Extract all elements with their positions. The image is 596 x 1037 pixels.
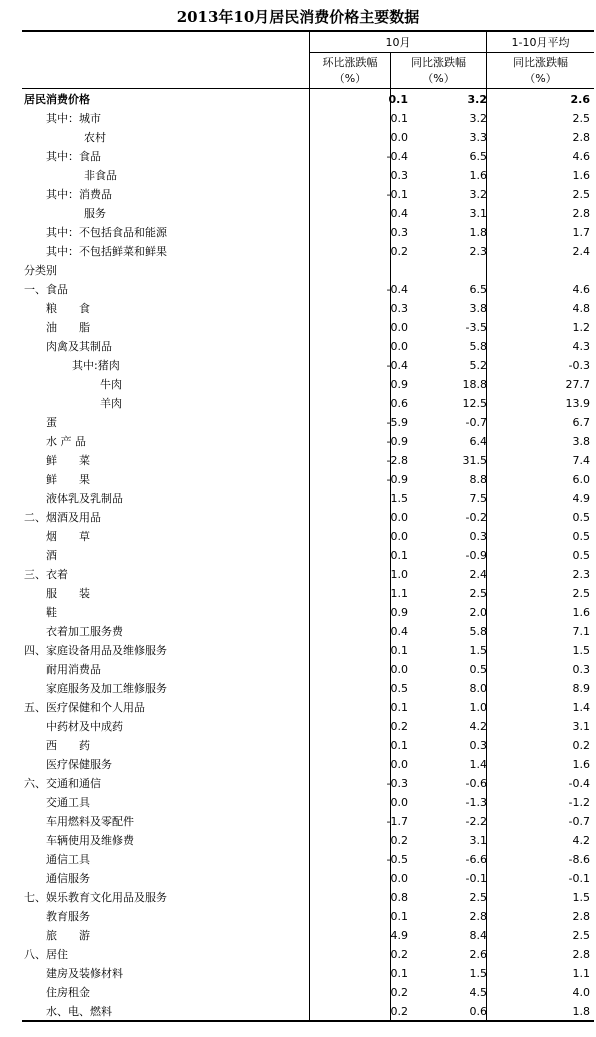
avg-yoy-value: 1.6 (572, 169, 590, 182)
yoy-value: 3.2 (469, 188, 487, 201)
table-row (22, 90, 594, 109)
table-row (22, 261, 594, 280)
yoy-value: 0.6 (469, 1005, 487, 1018)
row-label: 耐用消费品 (46, 663, 101, 676)
row-label: 六、交通和通信 (24, 777, 101, 790)
mom-value: -0.9 (386, 473, 408, 486)
avg-yoy-value: 4.3 (572, 340, 590, 353)
avg-yoy-value: 6.0 (572, 473, 590, 486)
avg-yoy-value: 0.5 (572, 549, 590, 562)
mom-value: 0.2 (390, 986, 408, 999)
row-label: 肉禽及其制品 (46, 340, 112, 353)
row-label: 一、食品 (24, 283, 68, 296)
table-row (22, 147, 594, 166)
table-row (22, 736, 594, 755)
mom-value: -0.1 (386, 188, 408, 201)
table-row (22, 527, 594, 546)
mom-value: 1.1 (390, 587, 408, 600)
table-row (22, 793, 594, 812)
yoy-value: 5.8 (469, 625, 487, 638)
yoy-value: 3.1 (469, 207, 487, 220)
yoy-value: 6.4 (469, 435, 487, 448)
top-rule (22, 30, 594, 32)
avg-yoy-value: 13.9 (565, 397, 590, 410)
row-label: 西 药 (46, 739, 90, 752)
table-row (22, 660, 594, 679)
row-label: 粮 食 (46, 302, 90, 315)
yoy-value: 1.0 (469, 701, 487, 714)
mom-value: -0.4 (386, 359, 408, 372)
avg-yoy-value: 8.9 (572, 682, 590, 695)
header-avg-group: 1-10月平均 (511, 36, 570, 49)
avg-yoy-value: 1.7 (572, 226, 590, 239)
yoy-value: -0.9 (465, 549, 487, 562)
yoy-value: 7.5 (469, 492, 487, 505)
yoy-value: 4.5 (469, 986, 487, 999)
avg-yoy-value: 4.8 (572, 302, 590, 315)
table-row (22, 603, 594, 622)
avg-yoy-value: 2.3 (572, 568, 590, 581)
avg-yoy-value: 27.7 (565, 378, 590, 391)
yoy-value: 12.5 (462, 397, 487, 410)
yoy-value: 1.5 (469, 644, 487, 657)
avg-yoy-value: 0.2 (572, 739, 590, 752)
mom-value: 0.0 (390, 796, 408, 809)
table-row (22, 1002, 594, 1021)
table-row (22, 489, 594, 508)
table-row (22, 622, 594, 641)
mom-value: 0.2 (390, 245, 408, 258)
avg-yoy-value: 6.7 (572, 416, 590, 429)
avg-yoy-value: 2.5 (572, 587, 590, 600)
header-col1-line1: 环比涨跌幅 (322, 56, 378, 69)
mom-value: 0.4 (390, 625, 408, 638)
yoy-value: 5.2 (469, 359, 487, 372)
table-row (22, 964, 594, 983)
mom-value: 0.6 (390, 397, 408, 410)
avg-yoy-value: 0.5 (572, 511, 590, 524)
table-row (22, 546, 594, 565)
yoy-value: -2.2 (465, 815, 487, 828)
avg-yoy-value: 1.2 (572, 321, 590, 334)
yoy-value: 2.3 (469, 245, 487, 258)
table-title: 2013年10月居民消费价格主要数据 (176, 8, 420, 26)
mom-value: 0.3 (390, 169, 408, 182)
header-col2-line2: （%） (422, 72, 455, 85)
yoy-value: 1.8 (469, 226, 487, 239)
yoy-value: 0.5 (469, 663, 487, 676)
avg-yoy-value: 2.6 (570, 93, 590, 106)
yoy-value: 6.5 (469, 283, 487, 296)
mom-value: 0.1 (390, 644, 408, 657)
avg-yoy-value: 2.8 (572, 910, 590, 923)
table-row (22, 413, 594, 432)
table-row (22, 242, 594, 261)
table-row (22, 565, 594, 584)
yoy-value: -6.6 (465, 853, 487, 866)
yoy-value: -0.6 (465, 777, 487, 790)
row-label: 八、居住 (24, 948, 68, 961)
yoy-value: 1.5 (469, 967, 487, 980)
row-label: 分类别 (24, 264, 57, 277)
row-label: 非食品 (84, 169, 117, 182)
row-label: 其中：消费品 (46, 188, 112, 201)
row-label: 交通工具 (46, 796, 90, 809)
row-label: 通信工具 (46, 853, 90, 866)
mom-value: 0.1 (390, 112, 408, 125)
mom-value: 0.3 (390, 302, 408, 315)
yoy-value: 2.0 (469, 606, 487, 619)
avg-yoy-value: -0.7 (568, 815, 590, 828)
yoy-value: 8.8 (469, 473, 487, 486)
avg-yoy-value: 2.4 (572, 245, 590, 258)
row-label: 农村 (84, 131, 106, 144)
row-label: 油 脂 (46, 321, 90, 334)
mom-value: 0.0 (390, 758, 408, 771)
avg-yoy-value: -0.4 (568, 777, 590, 790)
row-label: 牛肉 (100, 378, 122, 391)
avg-yoy-value: 1.6 (572, 606, 590, 619)
table-row (22, 508, 594, 527)
yoy-value: 31.5 (462, 454, 487, 467)
yoy-value: 2.8 (469, 910, 487, 923)
mom-value: 0.0 (390, 872, 408, 885)
yoy-value: 4.2 (469, 720, 487, 733)
avg-yoy-value: 4.9 (572, 492, 590, 505)
mom-value: 0.1 (390, 701, 408, 714)
table-row (22, 850, 594, 869)
yoy-value: 2.5 (469, 891, 487, 904)
row-label: 家庭服务及加工维修服务 (46, 682, 167, 695)
yoy-value: 8.0 (469, 682, 487, 695)
mom-value: 0.2 (390, 720, 408, 733)
row-label: 车辆使用及维修费 (46, 834, 134, 847)
row-label: 液体乳及乳制品 (46, 492, 123, 505)
mom-value: 0.9 (390, 606, 408, 619)
yoy-value: 2.4 (469, 568, 487, 581)
table-row (22, 888, 594, 907)
mom-value: 0.1 (390, 967, 408, 980)
avg-yoy-value: 0.5 (572, 530, 590, 543)
row-label: 服务 (84, 207, 106, 220)
table-row (22, 812, 594, 831)
table-row (22, 318, 594, 337)
yoy-value: 3.2 (467, 93, 487, 106)
avg-yoy-value: -0.3 (568, 359, 590, 372)
row-label: 鲜 果 (46, 473, 90, 486)
mom-value: -0.3 (386, 777, 408, 790)
table-row (22, 128, 594, 147)
row-label: 蛋 (46, 416, 57, 429)
row-label: 教育服务 (46, 910, 90, 923)
table-row (22, 451, 594, 470)
row-label: 旅 游 (46, 929, 90, 942)
yoy-value: 1.4 (469, 758, 487, 771)
row-label: 住房租金 (46, 986, 90, 999)
row-label: 其中:猪肉 (72, 359, 120, 372)
header-bottom-rule (22, 88, 594, 89)
mom-value: 0.0 (390, 321, 408, 334)
avg-yoy-value: -0.1 (568, 872, 590, 885)
avg-yoy-value: 2.5 (572, 112, 590, 125)
yoy-value: -0.1 (465, 872, 487, 885)
yoy-value: 3.8 (469, 302, 487, 315)
row-label: 衣着加工服务费 (46, 625, 123, 638)
yoy-value: 8.4 (469, 929, 487, 942)
row-label: 其中：食品 (46, 150, 101, 163)
yoy-value: 2.5 (469, 587, 487, 600)
row-label: 居民消费价格 (24, 93, 90, 106)
yoy-value: 3.3 (469, 131, 487, 144)
yoy-value: -3.5 (465, 321, 487, 334)
yoy-value: 3.1 (469, 834, 487, 847)
mom-value: 0.0 (390, 511, 408, 524)
row-label: 通信服务 (46, 872, 90, 885)
table-row (22, 432, 594, 451)
avg-yoy-value: 4.6 (572, 283, 590, 296)
avg-yoy-value: -1.2 (568, 796, 590, 809)
mom-value: -0.4 (386, 283, 408, 296)
yoy-value: -1.3 (465, 796, 487, 809)
table-row (22, 394, 594, 413)
row-label: 水、电、燃料 (46, 1005, 112, 1018)
yoy-value: 0.3 (469, 739, 487, 752)
avg-yoy-value: 1.5 (572, 644, 590, 657)
avg-yoy-value: 3.1 (572, 720, 590, 733)
avg-yoy-value: 1.5 (572, 891, 590, 904)
mom-value: 0.8 (390, 891, 408, 904)
avg-yoy-value: 0.3 (572, 663, 590, 676)
row-label: 建房及装修材料 (46, 967, 123, 980)
table-row (22, 774, 594, 793)
row-label: 车用燃料及零配件 (46, 815, 134, 828)
avg-yoy-value: 2.8 (572, 948, 590, 961)
table-row (22, 907, 594, 926)
table-row (22, 375, 594, 394)
mom-value: 0.0 (390, 530, 408, 543)
yoy-value: 3.2 (469, 112, 487, 125)
row-label: 其中：城市 (46, 112, 101, 125)
mom-value: 4.9 (390, 929, 408, 942)
yoy-value: 2.6 (469, 948, 487, 961)
header-col3-line2: （%） (524, 72, 557, 85)
header-mid-rule (309, 52, 594, 53)
mom-value: 0.1 (390, 549, 408, 562)
row-label: 七、娱乐教育文化用品及服务 (24, 891, 167, 904)
mom-value: 1.5 (390, 492, 408, 505)
mom-value: -0.5 (386, 853, 408, 866)
mom-value: 0.1 (390, 910, 408, 923)
table-row (22, 926, 594, 945)
row-label: 二、烟酒及用品 (24, 511, 101, 524)
table-row (22, 584, 594, 603)
mom-value: 0.5 (390, 682, 408, 695)
row-label: 鲜 菜 (46, 454, 90, 467)
mom-value: 0.2 (390, 1005, 408, 1018)
row-label: 其中：不包括食品和能源 (46, 226, 167, 239)
avg-yoy-value: 1.4 (572, 701, 590, 714)
avg-yoy-value: 3.8 (572, 435, 590, 448)
header-col2-line1: 同比涨跌幅 (411, 56, 466, 69)
table-row (22, 109, 594, 128)
mom-value: -5.9 (386, 416, 408, 429)
table-row (22, 280, 594, 299)
mom-value: 0.2 (390, 948, 408, 961)
row-label: 羊肉 (100, 397, 122, 410)
mom-value: -0.9 (386, 435, 408, 448)
avg-yoy-value: 4.2 (572, 834, 590, 847)
avg-yoy-value: -8.6 (568, 853, 590, 866)
row-label: 服 装 (46, 587, 90, 600)
table-row (22, 223, 594, 242)
row-label: 中药材及中成药 (46, 720, 123, 733)
mom-value: 0.9 (390, 378, 408, 391)
yoy-value: 5.8 (469, 340, 487, 353)
avg-yoy-value: 1.6 (572, 758, 590, 771)
yoy-value: 6.5 (469, 150, 487, 163)
table-row (22, 831, 594, 850)
mom-value: 0.1 (390, 739, 408, 752)
avg-yoy-value: 4.0 (572, 986, 590, 999)
table-row (22, 755, 594, 774)
table-row (22, 470, 594, 489)
avg-yoy-value: 1.8 (572, 1005, 590, 1018)
row-label: 鞋 (46, 606, 57, 619)
row-label: 酒 (46, 549, 57, 562)
row-label: 水 产 品 (46, 435, 86, 448)
avg-yoy-value: 2.8 (572, 131, 590, 144)
avg-yoy-value: 7.4 (572, 454, 590, 467)
mom-value: 1.0 (390, 568, 408, 581)
mom-value: 0.0 (390, 131, 408, 144)
table-row (22, 185, 594, 204)
avg-yoy-value: 4.6 (572, 150, 590, 163)
row-label: 其中：不包括鲜菜和鲜果 (46, 245, 167, 258)
row-label: 五、医疗保健和个人用品 (24, 701, 145, 714)
table-row (22, 983, 594, 1002)
yoy-value: -0.2 (465, 511, 487, 524)
row-label: 烟 草 (46, 530, 90, 543)
mom-value: 0.3 (390, 226, 408, 239)
table-row (22, 166, 594, 185)
mom-value: 0.2 (390, 834, 408, 847)
table-row (22, 337, 594, 356)
avg-yoy-value: 7.1 (572, 625, 590, 638)
yoy-value: 1.6 (469, 169, 487, 182)
table-row (22, 679, 594, 698)
table-row (22, 945, 594, 964)
avg-yoy-value: 2.5 (572, 188, 590, 201)
yoy-value: 0.3 (469, 530, 487, 543)
table-row (22, 356, 594, 375)
yoy-value: -0.7 (465, 416, 487, 429)
row-label: 医疗保健服务 (46, 758, 112, 771)
avg-yoy-value: 2.5 (572, 929, 590, 942)
yoy-value: 18.8 (462, 378, 487, 391)
row-label: 三、衣着 (24, 568, 68, 581)
mom-value: 0.0 (390, 340, 408, 353)
table-row (22, 698, 594, 717)
mom-value: 0.4 (390, 207, 408, 220)
table-row (22, 641, 594, 660)
avg-yoy-value: 2.8 (572, 207, 590, 220)
table-row (22, 204, 594, 223)
table-row (22, 299, 594, 318)
header-month-group: 10月 (385, 36, 411, 49)
header-col3-line1: 同比涨跌幅 (513, 56, 568, 69)
mom-value: -0.4 (386, 150, 408, 163)
row-label: 四、家庭设备用品及维修服务 (24, 644, 167, 657)
header-col1-line2: （%） (333, 72, 367, 85)
mom-value: -2.8 (386, 454, 408, 467)
avg-yoy-value: 1.1 (572, 967, 590, 980)
mom-value: 0.1 (388, 93, 408, 106)
price-table-body (22, 90, 594, 1021)
mom-value: -1.7 (386, 815, 408, 828)
table-row (22, 717, 594, 736)
table-row (22, 869, 594, 888)
mom-value: 0.0 (390, 663, 408, 676)
